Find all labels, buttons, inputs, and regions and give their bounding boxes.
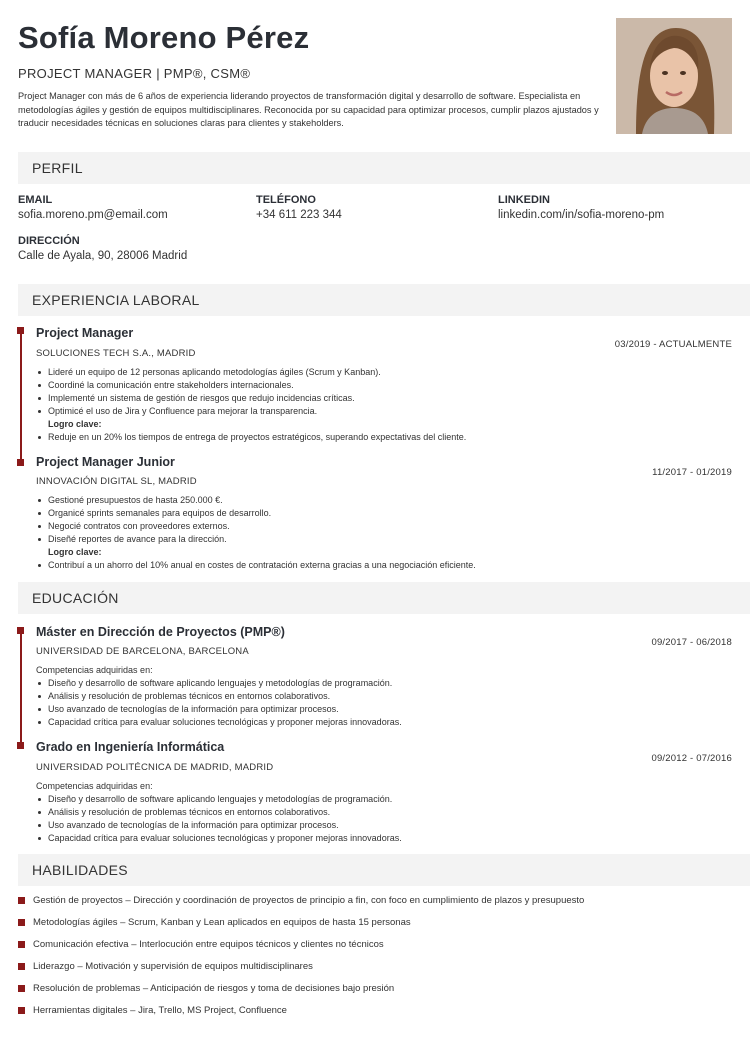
square-bullet-icon bbox=[18, 941, 25, 948]
list-item: Coordiné la comunicación entre stakeholders internacionales. bbox=[36, 379, 726, 392]
phone-value: +34 611 223 344 bbox=[256, 209, 342, 221]
section-title: HABILIDADES bbox=[32, 862, 128, 878]
job-dates: 11/2017 - 01/2019 bbox=[652, 467, 732, 478]
list-item: Gestioné presupuestos de hasta 250.000 €. bbox=[36, 494, 726, 507]
skill-item bbox=[18, 939, 384, 950]
section-skills bbox=[18, 854, 750, 886]
candidate-name: Sofía Moreno Pérez bbox=[18, 20, 310, 55]
section-education bbox=[18, 582, 750, 614]
list-item: Diseñé reportes de avance para la dirección. bbox=[36, 533, 726, 546]
list-item: Uso avanzado de tecnologías de la información para optimizar procesos. bbox=[36, 819, 726, 832]
skill-text: Gestión de proyectos – Dirección y coordinación de proyectos de principio a fin, con foco en cumplimiento de plazos y presupuesto bbox=[33, 895, 585, 906]
skill-item bbox=[18, 895, 584, 906]
list-item: Uso avanzado de tecnologías de la información para optimizar procesos. bbox=[36, 703, 726, 716]
competencies-intro: Competencias adquiridas en: bbox=[36, 665, 153, 675]
list-item: Implementé un sistema de gestión de riesgos que redujo incidencias críticas. bbox=[36, 392, 726, 405]
phone-label: TELÉFONO bbox=[256, 194, 316, 206]
degree-institution: UNIVERSIDAD POLITÉCNICA DE MADRID, MADRID bbox=[36, 762, 274, 773]
skill-item bbox=[18, 917, 411, 928]
achievement-text: Contribuí a un ahorro del 10% anual en costes de contratación externa gracias a una negociación eficiente. bbox=[36, 559, 726, 572]
skill-text: Metodologías ágiles – Scrum, Kanban y Lean aplicados en equipos de hasta 15 personas bbox=[33, 917, 411, 928]
degree-title: Grado en Ingeniería Informática bbox=[36, 740, 225, 754]
portrait-image bbox=[616, 18, 732, 134]
square-bullet-icon bbox=[18, 963, 25, 970]
achievement-text: Reduje en un 20% los tiempos de entrega de proyectos estratégicos, superando expectativas del cliente. bbox=[36, 431, 726, 444]
section-profile bbox=[18, 152, 750, 184]
job-responsibilities bbox=[36, 366, 726, 444]
skill-item bbox=[18, 961, 313, 972]
list-item: Análisis y resolución de problemas técnicos en entornos colaborativos. bbox=[36, 690, 726, 703]
section-title: EDUCACIÓN bbox=[32, 590, 119, 606]
skill-text: Comunicación efectiva – Interlocución entre equipos técnicos y clientes no técnicos bbox=[33, 939, 384, 950]
achievement-label: Logro clave: bbox=[48, 419, 102, 429]
job-responsibilities bbox=[36, 494, 726, 572]
timeline-marker bbox=[17, 459, 24, 466]
email-value: sofia.moreno.pm@email.com bbox=[18, 209, 168, 221]
section-title: PERFIL bbox=[32, 160, 83, 176]
job-company: INNOVACIÓN DIGITAL SL, MADRID bbox=[36, 476, 197, 487]
list-item: Capacidad crítica para evaluar soluciones tecnológicas y proponer mejoras innovadoras. bbox=[36, 716, 726, 729]
skill-item bbox=[18, 1005, 287, 1016]
linkedin-value: linkedin.com/in/sofia-moreno-pm bbox=[498, 209, 665, 221]
candidate-role: PROJECT MANAGER | PMP®, CSM® bbox=[18, 66, 251, 81]
resume-header bbox=[18, 18, 598, 131]
degree-dates: 09/2017 - 06/2018 bbox=[651, 637, 732, 648]
list-item: Optimicé el uso de Jira y Confluence para mejorar la transparencia. bbox=[36, 405, 726, 418]
email-label: EMAIL bbox=[18, 194, 53, 206]
skill-text: Herramientas digitales – Jira, Trello, MS Project, Confluence bbox=[33, 1005, 287, 1016]
square-bullet-icon bbox=[18, 897, 25, 904]
address-label: DIRECCIÓN bbox=[18, 235, 80, 247]
list-item: Lideré un equipo de 12 personas aplicando metodologías ágiles (Scrum y Kanban). bbox=[36, 366, 726, 379]
list-item: Análisis y resolución de problemas técnicos en entornos colaborativos. bbox=[36, 806, 726, 819]
skill-item bbox=[18, 983, 394, 994]
education-timeline bbox=[20, 628, 22, 746]
degree-title: Máster en Dirección de Proyectos (PMP®) bbox=[36, 625, 285, 639]
section-title: EXPERIENCIA LABORAL bbox=[32, 292, 200, 308]
profile-photo bbox=[616, 18, 732, 134]
timeline-marker bbox=[17, 327, 24, 334]
degree-competencies bbox=[36, 780, 726, 845]
degree-dates: 09/2012 - 07/2016 bbox=[651, 753, 732, 764]
square-bullet-icon bbox=[18, 985, 25, 992]
job-dates: 03/2019 - ACTUALMENTE bbox=[614, 339, 732, 350]
address-value: Calle de Ayala, 90, 28006 Madrid bbox=[18, 250, 188, 262]
competencies-intro: Competencias adquiridas en: bbox=[36, 781, 153, 791]
achievement-label: Logro clave: bbox=[48, 547, 102, 557]
list-item: Diseño y desarrollo de software aplicando lenguajes y metodologías de programación. bbox=[36, 677, 726, 690]
list-item: Organicé sprints semanales para equipos de desarrollo. bbox=[36, 507, 726, 520]
timeline-marker bbox=[17, 627, 24, 634]
degree-institution: UNIVERSIDAD DE BARCELONA, BARCELONA bbox=[36, 646, 249, 657]
linkedin-label: LINKEDIN bbox=[498, 194, 550, 206]
skill-text: Liderazgo – Motivación y supervisión de equipos multidisciplinares bbox=[33, 961, 313, 972]
skill-text: Resolución de problemas – Anticipación de riesgos y toma de decisiones bajo presión bbox=[33, 983, 395, 994]
timeline-marker bbox=[17, 742, 24, 749]
experience-timeline bbox=[20, 330, 22, 462]
section-experience bbox=[18, 284, 750, 316]
job-company: SOLUCIONES TECH S.A., MADRID bbox=[36, 348, 196, 359]
square-bullet-icon bbox=[18, 919, 25, 926]
list-item: Negocié contratos con proveedores externos. bbox=[36, 520, 726, 533]
degree-competencies bbox=[36, 664, 726, 729]
list-item: Diseño y desarrollo de software aplicando lenguajes y metodologías de programación. bbox=[36, 793, 726, 806]
profile-summary: Project Manager con más de 6 años de experiencia liderando proyectos de transformación digital y desarrollo de software. Especialista en metodologías ágiles y gestión de equipos multidisciplinares. Reconocida por su capacidad para optimizar procesos, cumplir plazos ajustados y traducir necesidades técnicas en soluciones claras para clientes y stakeholders. bbox=[18, 91, 599, 128]
job-title: Project Manager bbox=[36, 326, 134, 340]
job-title: Project Manager Junior bbox=[36, 455, 175, 469]
square-bullet-icon bbox=[18, 1007, 25, 1014]
list-item: Capacidad crítica para evaluar soluciones tecnológicas y proponer mejoras innovadoras. bbox=[36, 832, 726, 845]
